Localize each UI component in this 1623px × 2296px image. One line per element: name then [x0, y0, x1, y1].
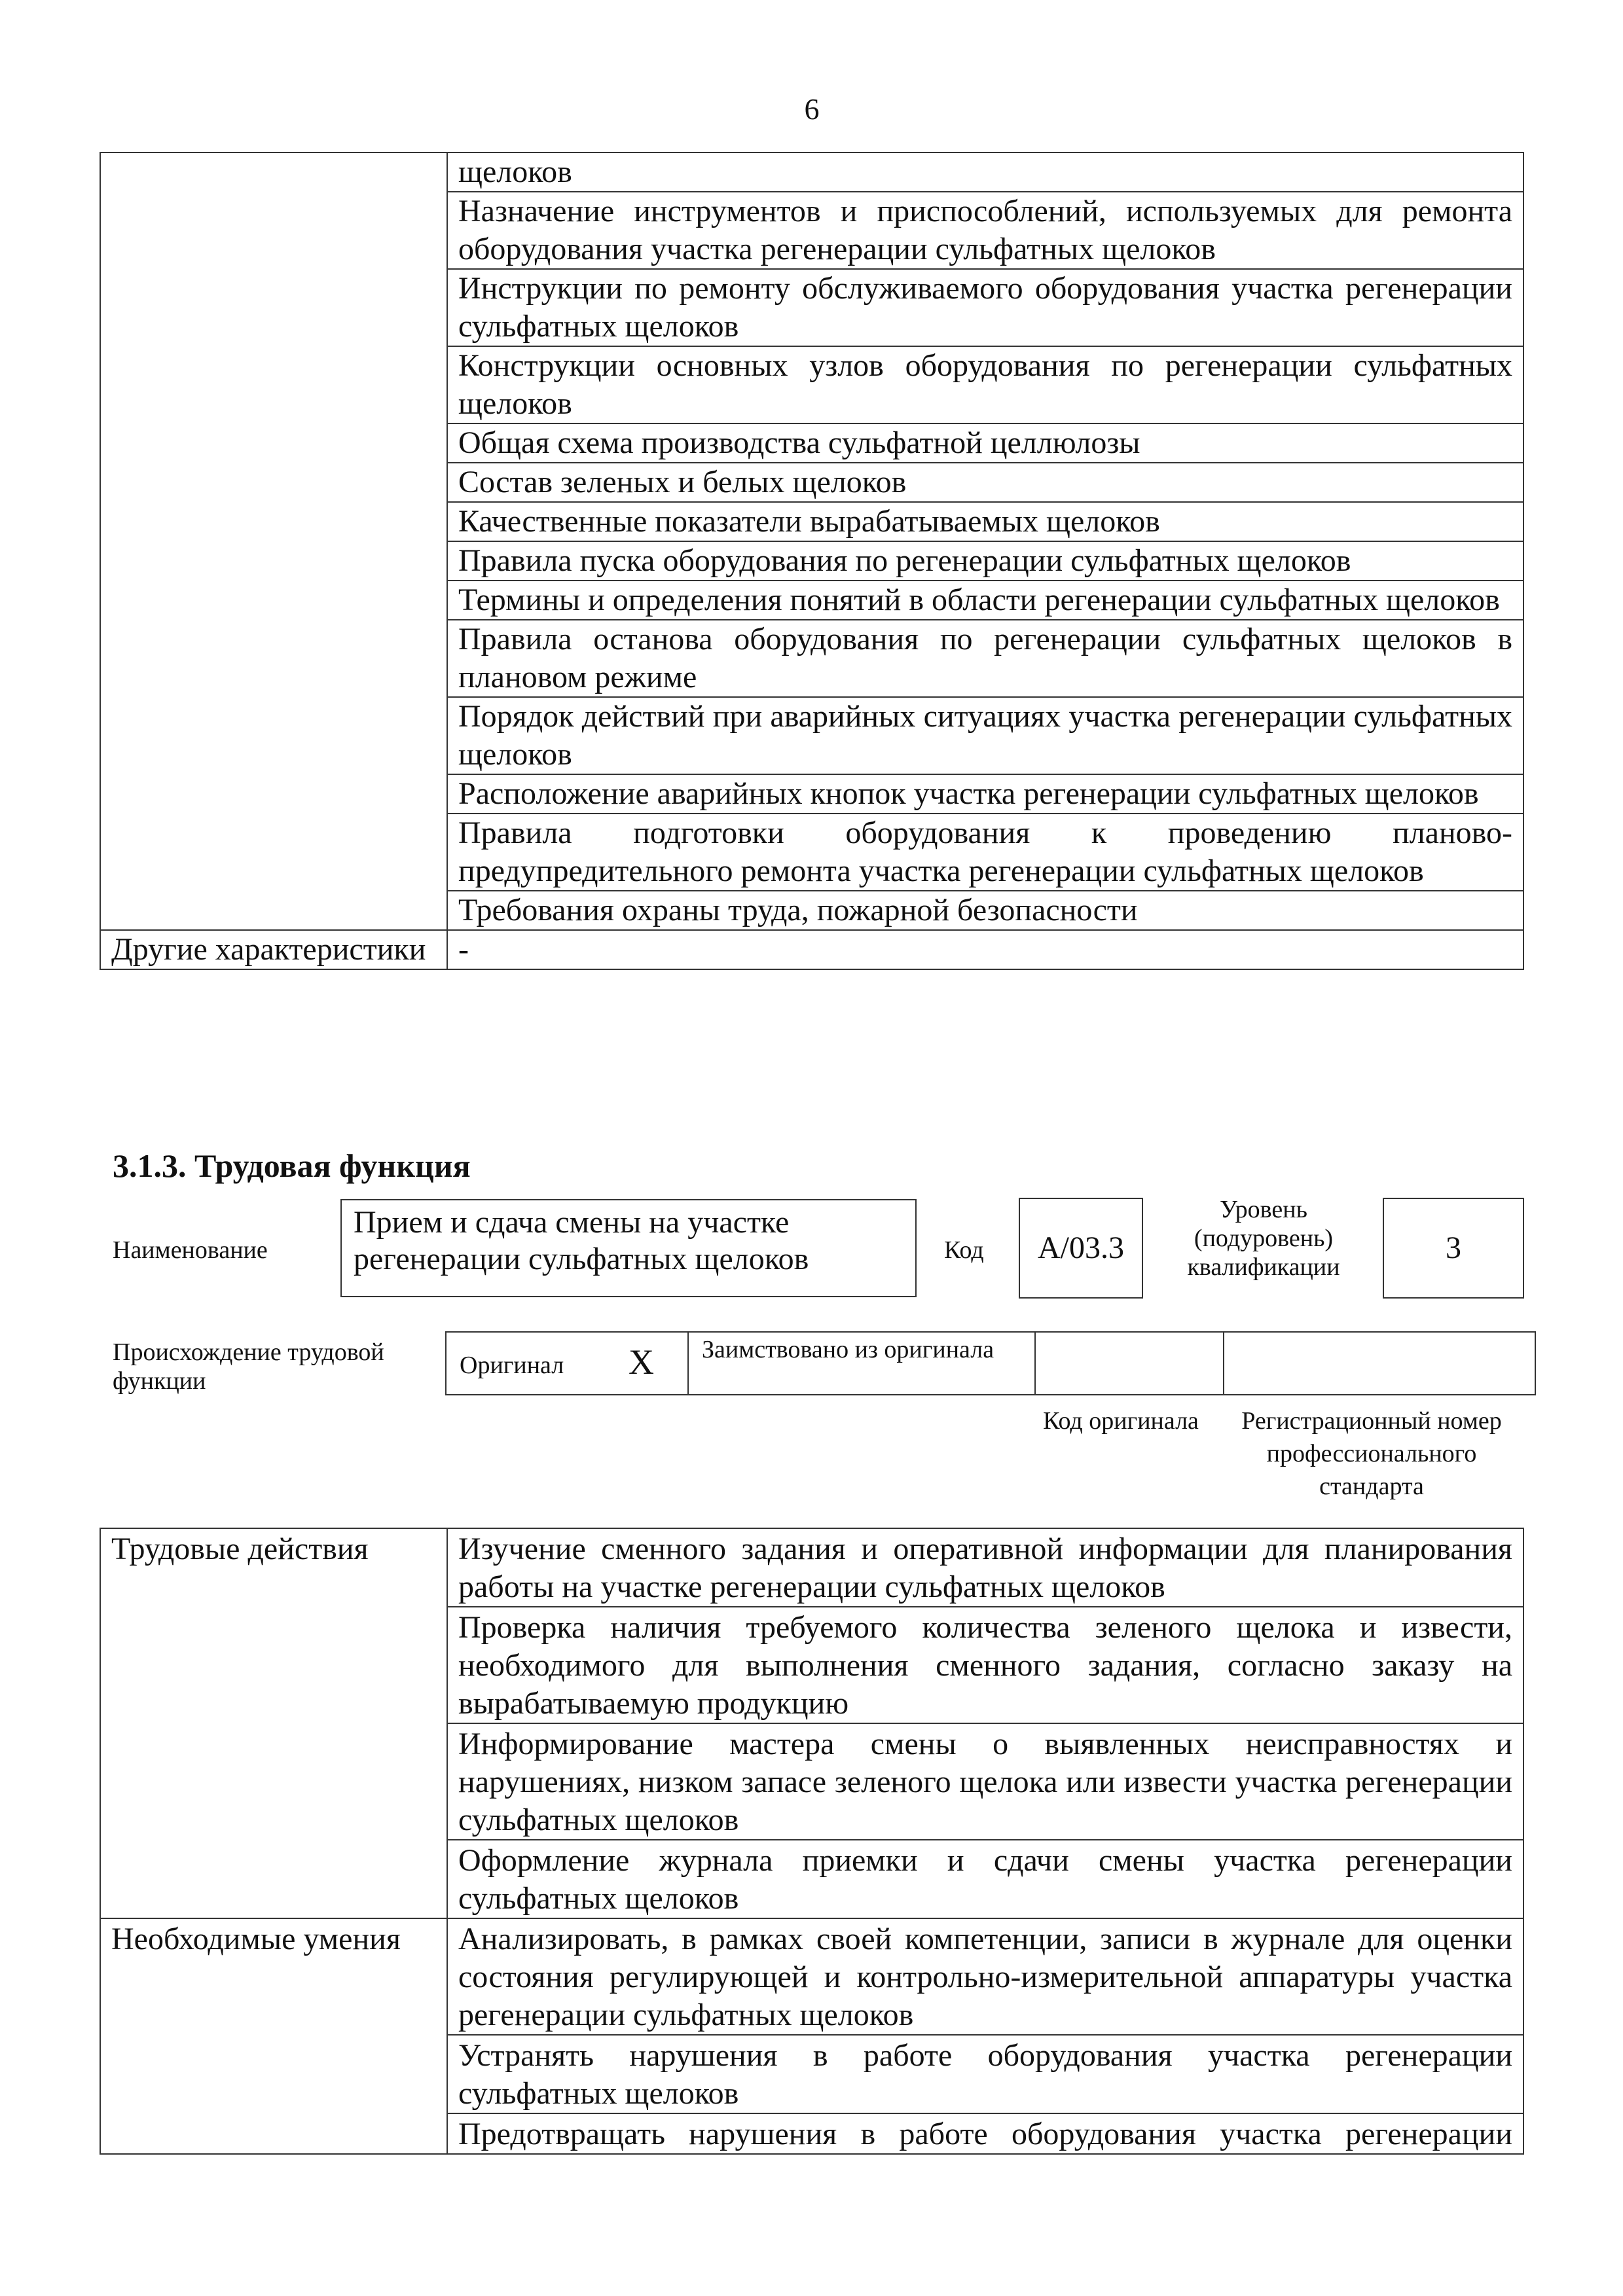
action-item: Информирование мастера смены о выявленных неисправностях и нарушениях, низком запасе зеленого щелока или извести участка регенерации сульфатных щелоков: [447, 1723, 1523, 1840]
registration-caption: Регистрационный номер профессионального стандарта: [1241, 1407, 1502, 1500]
other-characteristics-label: Другие характеристики: [100, 930, 447, 969]
original-label: Оригинал: [460, 1352, 564, 1379]
action-item: Оформление журнала приемки и сдачи смены участка регенерации сульфатных щелоков: [447, 1840, 1523, 1918]
blank-label-cell: [100, 152, 447, 930]
knowledge-item: Качественные показатели вырабатываемых щелоков: [447, 502, 1523, 541]
registration-number-cell: [1223, 1331, 1536, 1395]
knowledge-item: Конструкции основных узлов оборудования по регенерации сульфатных щелоков: [447, 346, 1523, 423]
skill-item: Предотвращать нарушения в работе оборудования участка регенерации: [447, 2113, 1523, 2154]
table-row: [100, 1918, 1523, 2035]
other-characteristics-value: -: [447, 930, 1523, 969]
knowledge-item: Назначение инструментов и приспособлений, используемых для ремонта оборудования участка регенерации сульфатных щелоков: [447, 192, 1523, 269]
name-label: Наименование: [113, 1236, 268, 1264]
original-mark: X: [629, 1342, 654, 1382]
action-item: Изучение сменного задания и оперативной информации для планирования работы на участке регенерации сульфатных щелоков: [447, 1528, 1523, 1607]
section-heading: 3.1.3. Трудовая функция: [113, 1147, 471, 1184]
knowledge-item: щелоков: [447, 152, 1523, 192]
code-label: Код: [944, 1236, 984, 1264]
level-label: Уровень (подуровень) квалификации: [1187, 1196, 1340, 1281]
skill-item: Устранять нарушения в работе оборудования участка регенерации сульфатных щелоков: [447, 2035, 1523, 2113]
borrowed-label: Заимствовано из оригинала: [702, 1336, 994, 1363]
actions-label: Трудовые действия: [100, 1528, 447, 1918]
skills-label: Необходимые умения: [100, 1918, 447, 2154]
original-cell: [445, 1331, 689, 1395]
origin-row: [445, 1331, 1536, 1395]
knowledge-item: Порядок действий при аварийных ситуациях участка регенерации сульфатных щелоков: [447, 697, 1523, 774]
function-table: [100, 1528, 1524, 2155]
knowledge-table: [100, 152, 1524, 970]
knowledge-item: Требования охраны труда, пожарной безопасности: [447, 891, 1523, 930]
borrowed-cell: [687, 1331, 1036, 1395]
name-value: Прием и сдача смены на участке регенерации сульфатных щелоков: [340, 1199, 917, 1297]
knowledge-item: Общая схема производства сульфатной целлюлозы: [447, 423, 1523, 463]
knowledge-item: Инструкции по ремонту обслуживаемого оборудования участка регенерации сульфатных щелоков: [447, 269, 1523, 346]
knowledge-item: Правила подготовки оборудования к проведению планово-предупредительного ремонта участка регенерации сульфатных щелоков: [447, 814, 1523, 891]
original-code-cell: [1034, 1331, 1224, 1395]
action-item: Проверка наличия требуемого количества зеленого щелока и извести, необходимого для выполнения сменного задания, согласно заказу на вырабатываемую продукцию: [447, 1607, 1523, 1723]
knowledge-item: Термины и определения понятий в области регенерации сульфатных щелоков: [447, 581, 1523, 620]
knowledge-item: Расположение аварийных кнопок участка регенерации сульфатных щелоков: [447, 774, 1523, 814]
origin-label: Происхождение трудовой функции: [113, 1338, 384, 1395]
skill-item: Анализировать, в рамках своей компетенции, записи в журнале для оценки состояния регулирующей и контрольно-измерительной аппаратуры участка регенерации сульфатных щелоков: [447, 1918, 1523, 2035]
knowledge-item: Правила останова оборудования по регенерации сульфатных щелоков в плановом режиме: [447, 620, 1523, 697]
page-number: 6: [804, 92, 820, 126]
table-row: [100, 152, 1523, 192]
knowledge-item: Состав зеленых и белых щелоков: [447, 463, 1523, 502]
knowledge-item: Правила пуска оборудования по регенерации сульфатных щелоков: [447, 541, 1523, 581]
code-caption: Код оригинала: [1043, 1407, 1199, 1435]
table-row: [100, 1528, 1523, 1607]
level-value: 3: [1383, 1198, 1524, 1299]
code-value: A/03.3: [1019, 1198, 1143, 1299]
table-row: [100, 930, 1523, 969]
